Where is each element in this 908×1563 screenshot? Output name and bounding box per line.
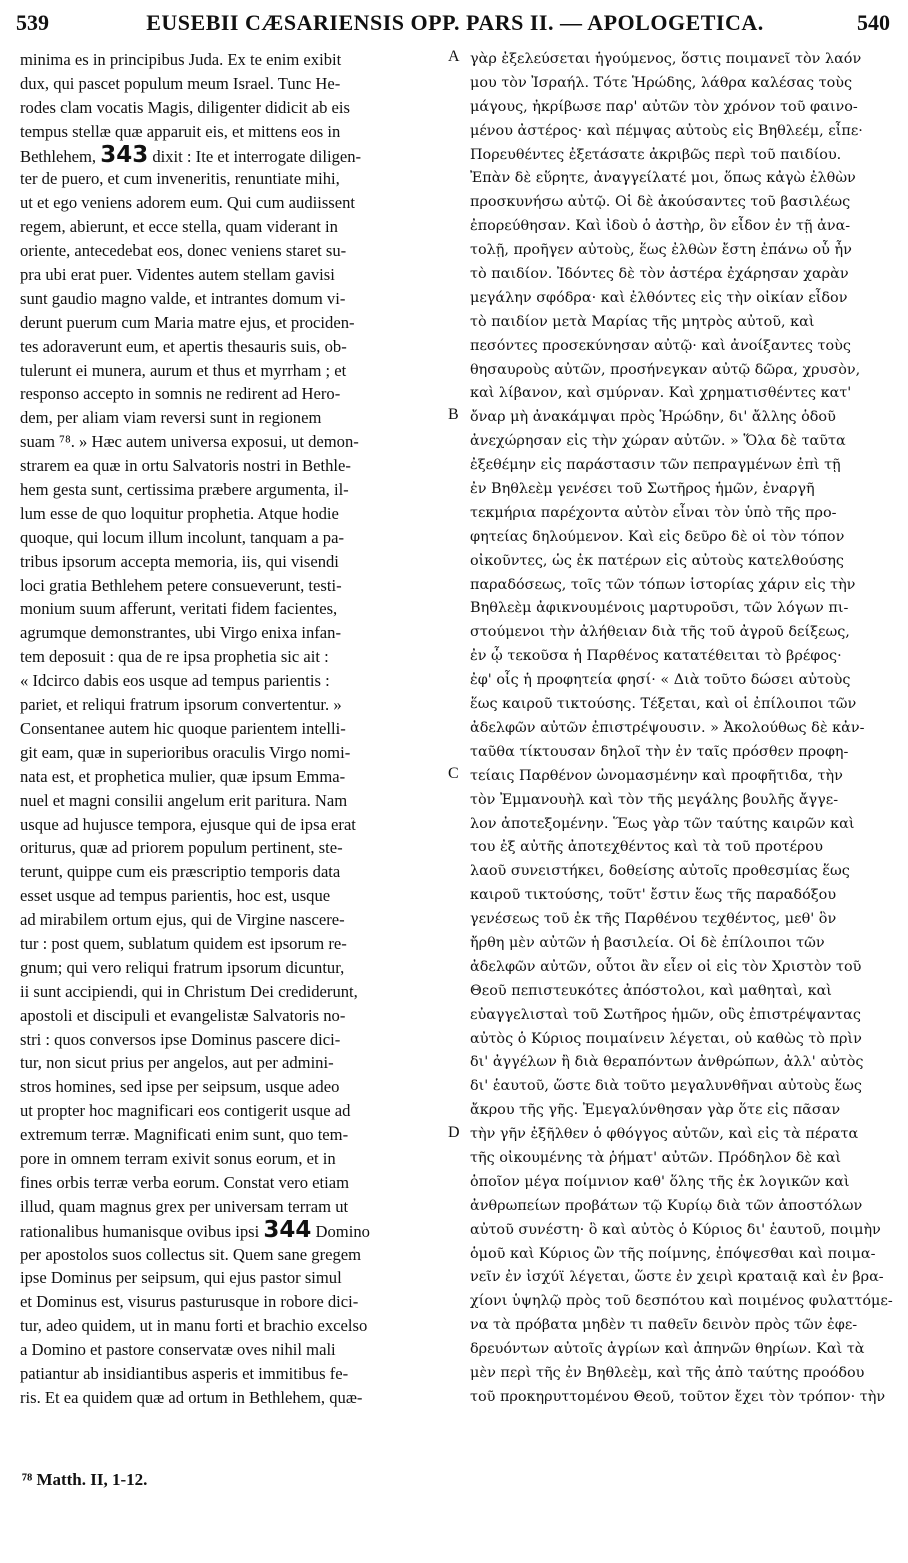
latin-line-text: tur : post quem, sublatum quidem est ipsorum re- (20, 933, 347, 953)
greek-line: ἐν Βηθλεὲμ γενέσει τοῦ Σωτῆρος ἡμῶν, ἐναργῆ (470, 481, 815, 498)
greek-line: Βηθλεὲμ ἀφικνουμένοις μαρτυροῦσι, τῶν λόγων πι- (470, 600, 849, 617)
greek-line: τοῦ προκηρυττομένου Θεοῦ, τοῦτον ἔχει τὸν τρόπον· τὴν (470, 1388, 886, 1405)
greek-line: τὴν γῆν ἐξῆλθεν ὁ φθόγγος αὐτῶν, καὶ εἰς τὰ πέρατα (470, 1126, 859, 1143)
latin-line (20, 1362, 440, 1386)
latin-line-text: lum esse de quo loquitur prophetia. Atque hodie (20, 503, 339, 523)
latin-line-text: loci gratia Bethlehem petere consueverunt, testi- (20, 575, 342, 595)
latin-line (20, 1028, 440, 1052)
latin-line-text: patiantur ab insidiantibus asperis et immitibus fe- (20, 1363, 349, 1383)
greek-line: εὐαγγελισταὶ τοῦ Σωτῆρος ἡμῶν, οὓς ἐπιστρέψαντας (470, 1006, 861, 1023)
latin-line (20, 884, 440, 908)
latin-line-text: strarem ea quæ in ortu Salvatoris nostri in Bethle- (20, 456, 351, 476)
section-mark-d: D (448, 1124, 460, 1141)
greek-line: γὰρ ἐξελεύσεται ἡγούμενος, ὅστις ποιμανεῖ τὸν λαόν (470, 51, 862, 67)
latin-line (20, 48, 440, 72)
page-number-left: 539 (16, 10, 49, 35)
latin-line (20, 645, 440, 669)
latin-line (20, 693, 440, 717)
latin-line (20, 454, 440, 478)
latin-line (20, 1314, 440, 1338)
latin-line (20, 1051, 440, 1075)
latin-line (20, 932, 440, 956)
latin-line-text: stros homines, sed ipse per seipsum, usque adeo (20, 1077, 340, 1097)
latin-line (20, 669, 440, 693)
latin-line-text: tes adoraverunt eum, et apertis thesauris suis, ob- (20, 336, 347, 356)
latin-line-text: ii sunt accipiendi, qui in Christum Dei crediderunt, (20, 981, 358, 1001)
latin-line (20, 167, 440, 191)
greek-line: δι' ἀγγέλων ἢ διὰ θεραπόντων ἀνθρώπων, ἀλλ' αὐτὸς (470, 1054, 864, 1071)
latin-line-text: minima es in principibus Juda. Ex te enim exibit (20, 50, 342, 69)
greek-line: καὶ λίβανον, καὶ σμύρναν. Καὶ χρηματισθέντες κατ' (470, 385, 852, 402)
latin-line-text: Consentanee autem hic quoque parientem intelli- (20, 718, 346, 738)
latin-line-text: nata est, et prophetica mulier, quæ ipsum Emma- (20, 766, 346, 786)
greek-line: του ἐξ αὐτῆς ἀποτεχθέντος καὶ τὰ τοῦ προτέρου (470, 839, 823, 856)
latin-line-text: responso accepto in somnis ne redirent ad Hero- (20, 384, 341, 404)
latin-line (20, 382, 440, 406)
latin-line-text: monium suum afferunt, veritati fidem facientes, (20, 599, 338, 619)
latin-line-text: ter de puero, et cum inveneritis, renuntiate mihi, (20, 169, 340, 189)
latin-line (20, 1195, 440, 1219)
latin-line-text: et Dominus est, visurus pasturusque in robore dici- (20, 1292, 359, 1312)
latin-line-text: extremum terræ. Magnificati enim sunt, quo tem- (20, 1125, 349, 1145)
greek-line: μεγάλην σφόδρα· καὶ ἐλθόντες εἰς τὴν οἰκίαν εἶδον (470, 289, 848, 306)
latin-line-text: dem, per aliam viam reversi sunt in regionem (20, 408, 322, 428)
greek-line: μάγους, ἠκρίβωσε παρ' αὐτῶν τὸν χρόνον τοῦ φαινο- (470, 98, 858, 115)
latin-line (20, 96, 440, 120)
greek-line: παραδόσεως, τοῖς τῶν τόπων ἱστορίας χάριν εἰς τὴν (470, 576, 856, 593)
latin-line (20, 908, 440, 932)
latin-line-text: stri : quos conversos ipse Dominus pascere dici- (20, 1029, 341, 1049)
greek-line: νεῖν ἐν ἰσχύϊ λέγεται, ὥστε ἐν χειρὶ κραταιᾷ καὶ ἐν βρα- (470, 1269, 884, 1286)
latin-line (20, 574, 440, 598)
latin-line (20, 215, 440, 239)
latin-line-text: pariet, et reliqui fratrum ipsorum convertentur. » (20, 695, 342, 715)
greek-line: λαοῦ συνειστήκει, δοθείσης αὐτοῖς προθεσμίας ἕως (470, 863, 850, 880)
greek-line: ἤρθη μὲν αὐτῶν ἡ βασιλεία. Οἱ δὲ ἐπίλοιποι τῶν (470, 934, 825, 951)
latin-line (20, 1290, 440, 1314)
greek-line: καιροῦ τικτούσης, τοῦτ' ἔστιν ἕως τῆς παραδόξου (470, 887, 837, 904)
greek-line: μένου ἀστέρος· καὶ πέμψας αὐτοὺς εἰς Βηθλεέμ, εἶπε· (470, 122, 863, 139)
latin-line-text: nuel et magni consilii angelum erit paritura. Nam (20, 790, 348, 810)
latin-line-text: agrumque demonstrantes, ubi Virgo enixa infan- (20, 623, 341, 643)
latin-line (20, 1099, 440, 1123)
latin-line-text: ut et ego veniens adorem eum. Qui cum audiissent (20, 193, 356, 213)
latin-line (20, 1171, 440, 1195)
greek-line: ἀνεχώρησαν εἰς τὴν χώραν αὐτῶν. » Ὅλα δὲ ταῦτα (470, 433, 846, 450)
greek-line: Πορευθέντες ἐξετάσατε ἀκριβῶς περὶ τοῦ παιδίου. (470, 146, 842, 163)
latin-line (20, 478, 440, 502)
latin-line (20, 597, 440, 621)
latin-line-text: tribus ipsorum accepta memoria, iis, qui visendi (20, 551, 339, 571)
greek-line: ὁποῖον μέγα ποίμνιον καθ' ὅλης τῆς ἐκ λογικῶν καὶ (470, 1173, 850, 1190)
latin-line (20, 502, 440, 526)
latin-line (20, 406, 440, 430)
latin-line (20, 550, 440, 574)
greek-line: ταῦθα τίκτουσαν δηλοῖ τὴν ἐν ταῖς πρόσθεν προφη- (470, 743, 849, 760)
latin-line-text: ris. Et ea quidem quæ ad ortum in Bethlehem, quæ- (20, 1387, 363, 1407)
margin-page-marker: 343 (100, 141, 149, 168)
latin-line-text: suam ⁷⁸. » Hæc autem universa exposui, ut demon- (20, 432, 359, 452)
latin-line (20, 1147, 440, 1171)
latin-line-text: apostoli et discipuli et evangelistæ Salvatoris no- (20, 1005, 346, 1025)
latin-line (20, 1123, 440, 1147)
latin-line-text: per apostolos suos collectus sit. Quem sane gregem (20, 1244, 362, 1264)
latin-line (20, 239, 440, 263)
latin-line-rest: Domino (311, 1221, 370, 1241)
greek-line: αὐτοῦ συνέστη· ὃ καὶ αὐτὸς ὁ Κύριος δι' ἑαυτοῦ, ποιμὴν (470, 1221, 881, 1238)
latin-line (20, 120, 440, 144)
latin-line-text: tem deposuit : qua de re ipsa prophetia sic ait : (20, 647, 329, 667)
greek-line: ἀδελφῶν αὐτῶν ἐπιστρέψουσιν. » Ἀκολούθως δὲ κἀν- (470, 719, 865, 736)
greek-line: ἀδελφῶν αὐτῶν, οὗτοι ἂν εἶεν οἱ εἰς τὸν Χριστὸν τοῦ (470, 958, 862, 975)
latin-line (20, 860, 440, 884)
greek-line: ἕως καιροῦ τικτούσης. Τέξεται, καὶ οἱ ἐπίλοιποι τῶν (470, 696, 857, 713)
greek-line: φητείας δηλούμενον. Καὶ εἰς δεῦρο δὲ οἱ τὸν τόπον (470, 528, 845, 545)
footnote: ⁷⁸ Matth. II, 1-12. (22, 1470, 148, 1489)
greek-line: Θεοῦ πεπιστευκότες ἀπόστολοι, καὶ μαθηταὶ, καὶ (470, 982, 832, 999)
latin-line (20, 1243, 440, 1267)
latin-line (20, 191, 440, 215)
latin-line (20, 1266, 440, 1290)
latin-line (20, 956, 440, 980)
latin-line (20, 1216, 440, 1243)
greek-line: στούμενοι τὴν ἀλήθειαν διὰ τῆς τοῦ ἀγροῦ δείξεως, (470, 624, 850, 641)
latin-line-text: sunt gaudio magno valde, et intrantes domum vi- (20, 288, 346, 308)
greek-line: πεσόντες προσεκύνησαν αὐτῷ· καὶ ἀνοίξαντες τοὺς (470, 337, 851, 354)
greek-line: τῆς οἰκουμένης τὰ ῥήματ' αὐτῶν. Πρόδηλον δὲ καὶ (470, 1149, 842, 1166)
latin-line-text: Bethlehem, (20, 146, 101, 166)
greek-line: μου τὸν Ἰσραήλ. Τότε Ἡρώδης, λάθρα καλέσας τοὺς (470, 74, 853, 91)
greek-line: μὲν περὶ τῆς ἐν Βηθλεὲμ, καὶ τῆς ἀπὸ ταύτης προόδου (470, 1364, 865, 1381)
latin-line (20, 1075, 440, 1099)
latin-line-text: terunt, quippe cum eis præscriptio temporis data (20, 862, 341, 882)
latin-line-text: « Idcirco dabis eos usque ad tempus parientis : (20, 671, 330, 691)
section-mark-c: C (448, 765, 459, 782)
greek-line: χίονι ὑψηλῷ πρὸς τοῦ δεσπότου καὶ ποιμένος φυλαττόμε- (470, 1293, 893, 1310)
latin-line-text: rationalibus humanisque ovibus ipsi (20, 1221, 264, 1241)
latin-line-text: dux, qui pascet populum meum Israel. Tunc He- (20, 73, 341, 93)
greek-line: δρευόντων αὐτοῖς ἀγρίων καὶ ἀπηνῶν θηρίων. Καὶ τὰ (470, 1341, 865, 1358)
greek-line: ἐφ' οἷς ἡ προφητεία φησί· « Διὰ τοῦτο δώσει αὐτοὺς (470, 672, 851, 689)
latin-line (20, 526, 440, 550)
latin-line-text: pra ubi erat puer. Videntes autem stellam gavisi (20, 265, 335, 285)
latin-line (20, 335, 440, 359)
greek-line: τὸ παιδίον μετὰ Μαρίας τῆς μητρὸς αὐτοῦ, καὶ (470, 313, 815, 330)
greek-line: ὄναρ μὴ ἀνακάμψαι πρὸς Ἡρώδην, δι' ἄλλης ὁδοῦ (470, 409, 836, 426)
greek-line: ἀνθρωπείων προβάτων τῷ Κυρίῳ διὰ τῶν ἀποστόλων (470, 1197, 863, 1214)
latin-line-text: derunt puerum cum Maria matre ejus, et prociden- (20, 312, 355, 332)
latin-line-text: ipse Dominus per seipsum, qui ejus pastor simul (20, 1268, 342, 1288)
latin-line (20, 836, 440, 860)
greek-line: γενέσεως τοῦ ἐκ τῆς Παρθένου τεχθέντος, μεθ' ὃν (470, 911, 837, 928)
section-mark-b: B (448, 406, 459, 423)
latin-line-rest: dixit : Ite et interrogate diligen- (148, 146, 362, 166)
latin-line-text: esset usque ad tempus parientis, hoc est, usque (20, 886, 331, 906)
latin-line-text: ad mirabilem ortum ejus, qui de Virgine nascere- (20, 910, 345, 930)
latin-line (20, 1004, 440, 1028)
latin-line-text: usque ad hujusce tempora, ejusque qui de ipsa erat (20, 814, 356, 834)
latin-column (20, 48, 440, 1410)
latin-line (20, 789, 440, 813)
latin-line-text: oriturus, quæ ad priorem populum pertinent, ste- (20, 838, 343, 858)
latin-line-text: tur, non sicut prius per angelos, aut per admini- (20, 1053, 334, 1073)
greek-line: τὸν Ἐμμανουὴλ καὶ τὸν τῆς μεγάλης βουλῆς ἄγγε- (470, 791, 839, 808)
latin-line-text: ut propter hoc magnificari eos contigerit usque ad (20, 1101, 351, 1121)
latin-line-text: oriente, antecedebat eos, donec veniens staret su- (20, 241, 347, 261)
greek-line: δι' ἑαυτοῦ, ὥστε διὰ τοῦτο μεγαλυνθῆναι αὐτοὺς ἕως (470, 1078, 862, 1095)
latin-line (20, 741, 440, 765)
latin-line (20, 1338, 440, 1362)
greek-line: λον ἀποτεξομένην. Ἕως γὰρ τῶν ταύτης καιρῶν καὶ (470, 815, 855, 832)
greek-line: ἐν ᾧ τεκοῦσα ἡ Παρθένος κατατέθειται τὸ βρέφος· (470, 648, 842, 665)
greek-line: θησαυροὺς αὐτῶν, προσήνεγκαν αὐτῷ δῶρα, χρυσὸν, (470, 361, 861, 378)
latin-line (20, 72, 440, 96)
greek-line: ἐπορεύθησαν. Καὶ ἰδοὺ ὁ ἀστὴρ, ὃν εἶδον ἐν τῇ ἀνα- (470, 218, 851, 235)
latin-line-text: tempus stellæ quæ apparuit eis, et mittens eos in (20, 121, 341, 141)
latin-line-text: hem gesta sunt, certissima præbere argumenta, il- (20, 480, 349, 500)
latin-line (20, 311, 440, 335)
running-title: EUSEBII CÆSARIENSIS OPP. PARS II. — APOLOGETICA. (146, 10, 764, 35)
greek-line: Ἐπὰν δὲ εὕρητε, ἀναγγείλατέ μοι, ὅπως κἀγὼ ἐλθὼν (470, 170, 856, 187)
latin-line (20, 359, 440, 383)
latin-line-text: fines orbis terræ verba eorum. Constat vero etiam (20, 1172, 350, 1192)
latin-line-text: gnum; qui vero reliqui fratrum ipsorum dicuntur, (20, 957, 345, 977)
latin-line (20, 621, 440, 645)
greek-column (470, 48, 893, 1410)
latin-line (20, 430, 440, 454)
latin-line (20, 287, 440, 311)
latin-line (20, 765, 440, 789)
greek-line: να τὰ πρόβατα μηδὲν τι παθεῖν δεινὸν πρὸς τῶν ἐφε- (470, 1317, 858, 1334)
latin-line (20, 263, 440, 287)
latin-line-text: rodes clam vocatis Magis, diligenter didicit ab eis (20, 97, 350, 117)
running-header (10, 8, 900, 42)
latin-line-text: a Domino et pastore conservatæ oves nihil mali (20, 1340, 336, 1360)
latin-line-text: tulerunt ei munera, aurum et thus et myrrham ; et (20, 360, 347, 380)
latin-line-text: illud, quam magnus grex per universam terram ut (20, 1196, 349, 1216)
latin-line-text: pore in omnem terram exivit sonus eorum, et in (20, 1148, 336, 1168)
latin-line (20, 717, 440, 741)
greek-line: τολῇ, προῆγεν αὐτοὺς, ἕως ἐλθὼν ἔστη ἐπάνω οὗ ἦν (470, 242, 852, 259)
greek-line: ἐξεθέμην εἰς παράστασιν τῶν πεπραγμένων ἐπὶ τῇ (470, 457, 841, 474)
latin-line (20, 980, 440, 1004)
latin-line (20, 1386, 440, 1410)
greek-line: αὐτὸς ὁ Κύριος ποιμαίνειν λέγεται, οὐ καθὼς τὸ πρὶν (470, 1030, 862, 1047)
greek-line: προσκυνήσω αὐτῷ. Οἱ δὲ ἀκούσαντες τοῦ βασιλέως (470, 194, 851, 211)
greek-line: τὸ παιδίον. Ἰδόντες δὲ τὸν ἀστέρα ἐχάρησαν χαρὰν (470, 266, 849, 283)
latin-line-text: git eam, quæ in superioribus oraculis Virgo nomi- (20, 742, 351, 762)
margin-page-marker: 344 (263, 1216, 312, 1243)
greek-line: τείαις Παρθένον ὠνομασμένην καὶ προφῆτιδα, τὴν (470, 767, 843, 784)
greek-line: οἰκοῦντες, ὡς ἐκ πατέρων εἰς αὐτοὺς κατελθούσης (470, 552, 844, 569)
section-mark-a: A (448, 48, 460, 65)
latin-line (20, 813, 440, 837)
latin-line-text: quoque, qui locum illum incolunt, tanquam a pa- (20, 527, 344, 547)
page-number-right: 540 (857, 10, 890, 35)
greek-line: ὁμοῦ καὶ Κύριος ὢν τῆς ποίμνης, ἐπόψεσθαι καὶ ποιμα- (470, 1245, 876, 1262)
latin-line-text: tur, adeo quidem, ut in manu forti et brachio excelso (20, 1316, 368, 1336)
greek-line: ἄκρου τῆς γῆς. Ἐμεγαλύνθησαν γὰρ ὅτε εἰς πᾶσαν (470, 1102, 841, 1119)
latin-line-text: regem, abierunt, et ecce stella, quam viderant in (20, 217, 338, 237)
greek-line: τεκμήρια παρέχοντα αὐτὸν εἶναι τὸν ὑπὸ τῆς προ- (470, 504, 837, 521)
latin-line (20, 141, 440, 168)
